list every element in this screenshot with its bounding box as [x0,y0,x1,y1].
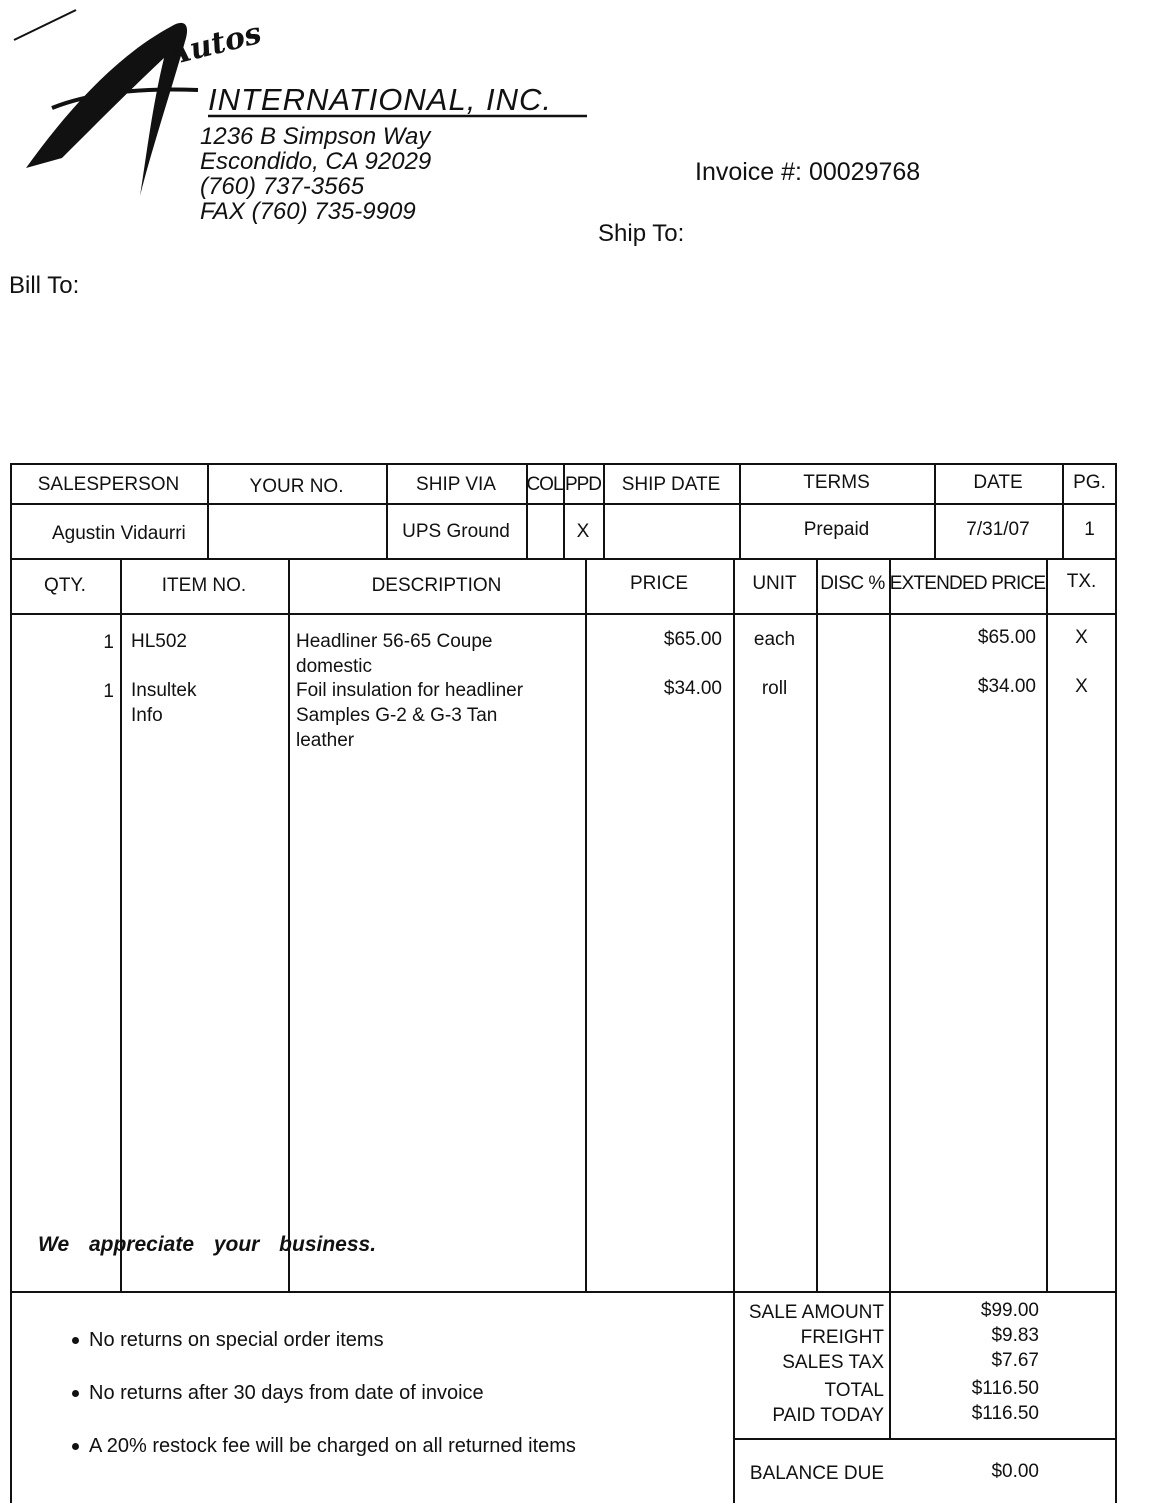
invoice-table [10,463,1117,1503]
table-border-right [1115,463,1117,1503]
col-description: DESCRIPTION [371,575,502,596]
ppd-value: X [576,521,590,542]
policy-text: No returns on special order items [89,1329,384,1351]
salesperson-value: Agustin Vidaurri [52,523,186,544]
sales-tax-label: SALES TAX [782,1352,884,1373]
policy-text: A 20% restock fee will be charged on all returned items [89,1435,576,1457]
page-value: 1 [1084,519,1095,540]
items-col-sep [585,558,587,1291]
col-item-no: ITEM NO. [161,575,247,596]
sales-tax-value: $7.67 [991,1350,1039,1371]
invoice-number-value: 00029768 [808,158,921,186]
row1-unit: each [753,629,796,650]
bullet-icon [72,1443,79,1450]
col-unit: UNIT [752,573,797,594]
balance-divider [733,1438,1117,1440]
items-col-sep [120,558,122,1291]
items-header-bottom [10,613,1117,615]
bullet-icon [72,1390,79,1397]
row1-qty: 1 [103,632,114,653]
invoice-number-label: Invoice #: [695,158,803,186]
header-terms: TERMS [803,472,870,493]
row2-item-no [131,678,196,728]
bill-to-label: Bill To: [9,272,80,299]
col-price: PRICE [629,573,689,594]
balance-due-value: $0.00 [991,1461,1039,1482]
row2-description-line: leather [296,730,355,751]
freight-value: $9.83 [991,1325,1039,1346]
policy-text: No returns after 30 days from date of invoice [89,1382,484,1404]
freight-label: FREIGHT [800,1327,884,1348]
row2-description [296,678,523,753]
row2-description-line: Foil insulation for headliner [296,680,524,701]
header-ship-date: SHIP DATE [621,474,721,495]
header-col: COL [526,474,563,495]
date-value: 7/31/07 [966,519,1030,540]
footer-divider [10,1291,1117,1293]
row1-tx: X [1075,627,1088,648]
ship-via-value: UPS Ground [402,521,510,542]
items-col-sep [288,558,290,1291]
table-border-left [10,463,12,1503]
total-value: $116.50 [971,1378,1039,1399]
paid-today-value: $116.50 [971,1403,1039,1424]
header-ship-via: SHIP VIA [416,474,496,495]
row2-item-no-line: Info [131,705,163,726]
company-letterhead [22,8,622,228]
invoice-number [695,158,920,187]
row1-price: $65.00 [663,629,722,650]
row1-item-no [131,629,187,654]
paid-today-label: PAID TODAY [772,1405,884,1426]
header-ppd: PPD [564,474,602,495]
row1-extended: $65.00 [977,627,1036,648]
company-name: INTERNATIONAL, INC. [208,82,552,117]
row2-tx: X [1075,676,1088,697]
col-extended-price: EXTENDED PRICE [889,573,1046,594]
balance-due-label: BALANCE DUE [749,1463,884,1484]
row2-price: $34.00 [663,678,722,699]
header-bottom [10,558,1117,560]
bullet-icon [72,1337,79,1344]
header-page: PG. [1073,472,1106,493]
row2-unit: roll [761,678,788,699]
row2-qty: 1 [103,681,114,702]
col-disc: DISC % [820,573,885,594]
header-salesperson: SALESPERSON [37,474,180,495]
row2-description-line: Samples G-2 & G-3 Tan [296,705,498,726]
items-col-sep [1046,558,1048,1291]
col-tx: TX. [1066,571,1097,592]
items-col-sep [816,558,818,1291]
row1-description-line: domestic [296,656,373,677]
col-qty: QTY. [44,575,86,596]
logo-wordmark: Autos [163,15,266,74]
row2-extended: $34.00 [977,676,1036,697]
policy-item [72,1329,384,1352]
sale-amount-value: $99.00 [980,1300,1039,1321]
policy-item [72,1382,484,1405]
row1-description-line: Headliner 56-65 Coupe [296,631,493,652]
company-fax: FAX (760) 735-9909 [200,198,416,225]
thank-you-message: We appreciate your business. [38,1233,377,1256]
ship-to-label: Ship To: [598,220,685,247]
total-label: TOTAL [824,1380,884,1401]
row2-item-no-line: Insultek [131,680,197,701]
company-address-line1: 1236 B Simpson Way [200,123,431,150]
company-address-line2: Escondido, CA 92029 [200,148,432,175]
header-your-no: YOUR NO. [249,476,344,497]
terms-value: Prepaid [803,519,870,540]
company-phone: (760) 737-3565 [200,173,365,200]
sale-amount-label: SALE AMOUNT [748,1302,884,1323]
policy-item [72,1435,576,1458]
header-date: DATE [973,472,1023,493]
row1-description [296,629,492,679]
row1-item-no-line: HL502 [131,631,187,652]
